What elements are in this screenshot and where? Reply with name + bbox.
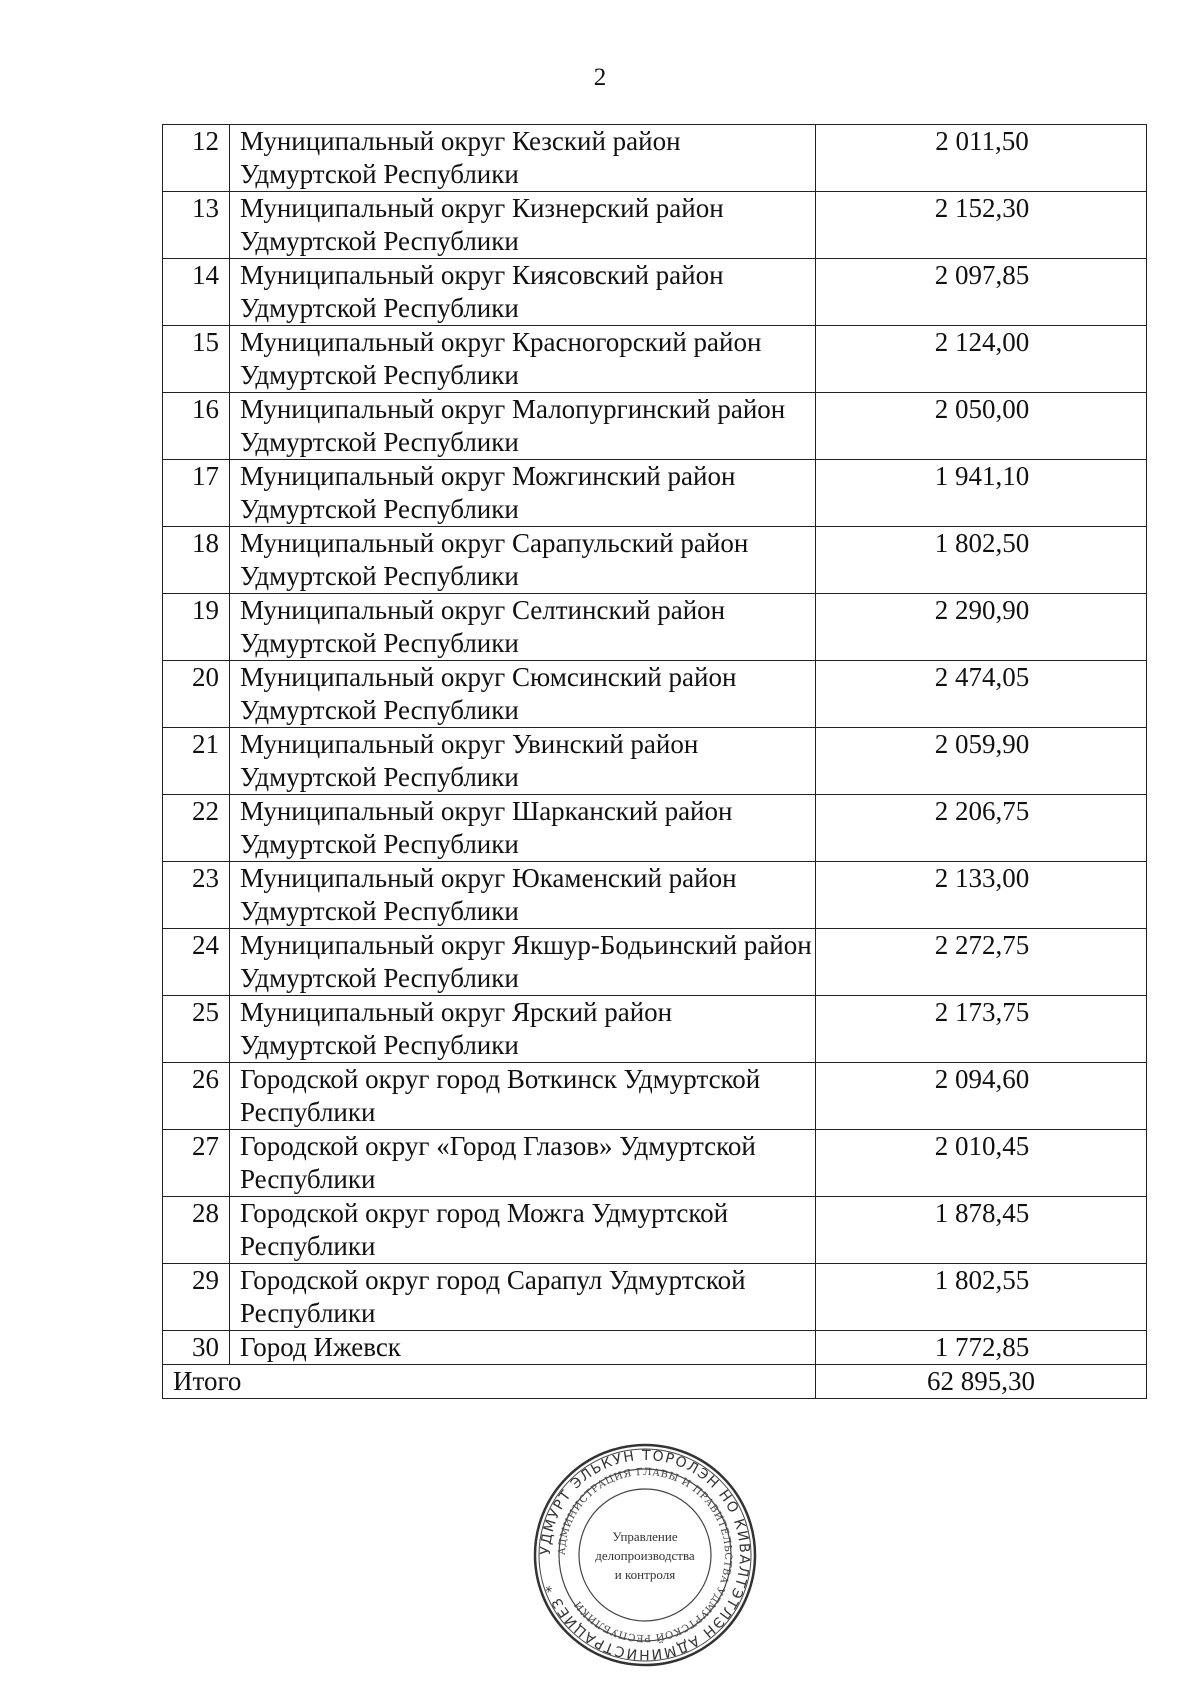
row-number-cell bbox=[163, 929, 230, 996]
row-number: 15 bbox=[192, 327, 219, 357]
table-row bbox=[163, 996, 1147, 1063]
row-number-cell bbox=[163, 661, 230, 728]
amount-value: 2 010,45 bbox=[934, 1131, 1030, 1161]
row-number: 23 bbox=[192, 863, 219, 893]
row-number-cell bbox=[163, 393, 230, 460]
table-row bbox=[163, 1063, 1147, 1130]
row-number: 25 bbox=[192, 997, 219, 1027]
row-number: 18 bbox=[192, 528, 219, 558]
table-row bbox=[163, 929, 1147, 996]
row-number: 26 bbox=[192, 1064, 219, 1094]
page-number: 2 bbox=[593, 64, 607, 91]
amount-value: 2 206,75 bbox=[934, 796, 1030, 826]
amount-cell bbox=[816, 1264, 1147, 1331]
amount-cell bbox=[816, 460, 1147, 527]
amount-cell bbox=[816, 795, 1147, 862]
table-row bbox=[163, 1331, 1147, 1365]
amount-value: 2 094,60 bbox=[934, 1064, 1030, 1094]
amount-value: 1 802,50 bbox=[934, 528, 1030, 558]
row-number-cell bbox=[163, 1063, 230, 1130]
row-number: 21 bbox=[192, 729, 219, 759]
municipality-name: Городской округ город Воткинск Удмуртской Республики bbox=[230, 1063, 816, 1130]
municipality-name: Городской округ город Сарапул Удмуртской Республики bbox=[230, 1264, 816, 1331]
table-body bbox=[163, 125, 1147, 1399]
table-row bbox=[163, 1130, 1147, 1197]
amount-cell bbox=[816, 996, 1147, 1063]
municipality-name: Муниципальный округ Сюмсинский район Удмуртской Республики bbox=[230, 661, 816, 728]
table-row bbox=[163, 259, 1147, 326]
municipality-name: Муниципальный округ Кезский район Удмуртской Республики bbox=[230, 125, 816, 192]
row-number-cell bbox=[163, 1264, 230, 1331]
row-number: 20 bbox=[192, 662, 219, 692]
amount-value: 2 290,90 bbox=[934, 595, 1030, 625]
table-row bbox=[163, 594, 1147, 661]
municipality-name: Городской округ «Город Глазов» Удмуртской Республики bbox=[230, 1130, 816, 1197]
row-number: 13 bbox=[192, 193, 219, 223]
municipality-name: Муниципальный округ Красногорский район Удмуртской Республики bbox=[230, 326, 816, 393]
table-row bbox=[163, 393, 1147, 460]
row-number-cell bbox=[163, 1130, 230, 1197]
table-row bbox=[163, 326, 1147, 393]
allocation-table bbox=[162, 124, 1147, 1399]
amount-value: 1 878,45 bbox=[934, 1198, 1030, 1228]
amount-value: 2 124,00 bbox=[934, 327, 1030, 357]
table-row bbox=[163, 728, 1147, 795]
amount-cell bbox=[816, 1331, 1147, 1365]
amount-cell bbox=[816, 862, 1147, 929]
table-row bbox=[163, 192, 1147, 259]
amount-value: 2 272,75 bbox=[934, 930, 1030, 960]
seal-center-line-3: и контроля bbox=[614, 1567, 676, 1582]
municipality-name: Муниципальный округ Малопургинский район Удмуртской Республики bbox=[230, 393, 816, 460]
amount-value: 2 133,00 bbox=[934, 863, 1030, 893]
row-number: 28 bbox=[192, 1198, 219, 1228]
row-number-cell bbox=[163, 795, 230, 862]
total-label: Итого bbox=[163, 1365, 816, 1399]
municipality-name: Муниципальный округ Ярский район Удмуртской Республики bbox=[230, 996, 816, 1063]
municipality-name: Муниципальный округ Увинский район Удмуртской Республики bbox=[230, 728, 816, 795]
municipality-name: Муниципальный округ Можгинский район Удмуртской Республики bbox=[230, 460, 816, 527]
seal-center-line-2: делопроизводства bbox=[595, 1548, 695, 1563]
municipality-name: Муниципальный округ Шарканский район Удмуртской Республики bbox=[230, 795, 816, 862]
table-row bbox=[163, 125, 1147, 192]
row-number-cell bbox=[163, 125, 230, 192]
row-number-cell bbox=[163, 259, 230, 326]
total-value: 62 895,30 bbox=[816, 1365, 1147, 1399]
amount-cell bbox=[816, 527, 1147, 594]
table-row bbox=[163, 527, 1147, 594]
amount-cell bbox=[816, 594, 1147, 661]
row-number: 30 bbox=[192, 1332, 219, 1362]
amount-value: 2 152,30 bbox=[934, 193, 1030, 223]
total-row bbox=[163, 1365, 1147, 1399]
table-row bbox=[163, 795, 1147, 862]
municipality-name: Муниципальный округ Селтинский район Удмуртской Республики bbox=[230, 594, 816, 661]
amount-value: 2 050,00 bbox=[934, 394, 1030, 424]
table-row bbox=[163, 460, 1147, 527]
row-number: 24 bbox=[192, 930, 219, 960]
municipality-name: Город Ижевск bbox=[230, 1331, 816, 1365]
amount-cell bbox=[816, 1130, 1147, 1197]
row-number-cell bbox=[163, 728, 230, 795]
amount-cell bbox=[816, 259, 1147, 326]
row-number-cell bbox=[163, 996, 230, 1063]
amount-cell bbox=[816, 1063, 1147, 1130]
table-row bbox=[163, 1264, 1147, 1331]
municipality-name: Муниципальный округ Якшур-Бодьинский район Удмуртской Республики bbox=[230, 929, 816, 996]
amount-cell bbox=[816, 192, 1147, 259]
amount-value: 2 011,50 bbox=[935, 126, 1029, 156]
amount-value: 1 802,55 bbox=[934, 1265, 1030, 1295]
seal-inner-text: АДМИНИСТРАЦИЯ ГЛАВЫ И ПРАВИТЕЛЬСТВА УДМУРТСКОЙ РЕСПУБЛИКИ bbox=[556, 1466, 734, 1644]
table-row bbox=[163, 1197, 1147, 1264]
row-number-cell bbox=[163, 1331, 230, 1365]
amount-value: 1 941,10 bbox=[934, 461, 1030, 491]
table-row bbox=[163, 661, 1147, 728]
amount-cell bbox=[816, 326, 1147, 393]
row-number-cell bbox=[163, 460, 230, 527]
row-number-cell bbox=[163, 192, 230, 259]
amount-cell bbox=[816, 125, 1147, 192]
row-number: 19 bbox=[192, 595, 219, 625]
row-number: 29 bbox=[192, 1265, 219, 1295]
official-seal bbox=[532, 1442, 758, 1668]
amount-cell bbox=[816, 929, 1147, 996]
municipality-name: Муниципальный округ Кизнерский район Удмуртской Республики bbox=[230, 192, 816, 259]
amount-value: 2 059,90 bbox=[934, 729, 1030, 759]
row-number: 16 bbox=[192, 394, 219, 424]
municipality-name: Муниципальный округ Киясовский район Удмуртской Республики bbox=[230, 259, 816, 326]
row-number: 27 bbox=[192, 1131, 219, 1161]
row-number: 17 bbox=[192, 461, 219, 491]
row-number-cell bbox=[163, 527, 230, 594]
seal-center-line-1: Управление bbox=[612, 1529, 678, 1544]
amount-value: 2 097,85 bbox=[934, 260, 1030, 290]
seal-outer-text: УДМУРТ ЭЛЬКУН ТОРОЛЭН НО КИВАЛТЭТЛЭН АДМИНИСТРАЦИЕЗ * bbox=[537, 1447, 753, 1663]
row-number: 22 bbox=[192, 796, 219, 826]
row-number: 12 bbox=[192, 126, 219, 156]
amount-cell bbox=[816, 1197, 1147, 1264]
municipality-name: Городской округ город Можга Удмуртской Республики bbox=[230, 1197, 816, 1264]
row-number-cell bbox=[163, 862, 230, 929]
row-number-cell bbox=[163, 326, 230, 393]
amount-cell bbox=[816, 393, 1147, 460]
amount-value: 1 772,85 bbox=[934, 1332, 1030, 1362]
municipality-name: Муниципальный округ Юкаменский район Удмуртской Республики bbox=[230, 862, 816, 929]
amount-cell bbox=[816, 661, 1147, 728]
amount-value: 2 474,05 bbox=[934, 662, 1030, 692]
amount-value: 2 173,75 bbox=[934, 997, 1030, 1027]
row-number-cell bbox=[163, 594, 230, 661]
municipality-name: Муниципальный округ Сарапульский район Удмуртской Республики bbox=[230, 527, 816, 594]
amount-cell bbox=[816, 728, 1147, 795]
table-row bbox=[163, 862, 1147, 929]
row-number: 14 bbox=[192, 260, 219, 290]
row-number-cell bbox=[163, 1197, 230, 1264]
